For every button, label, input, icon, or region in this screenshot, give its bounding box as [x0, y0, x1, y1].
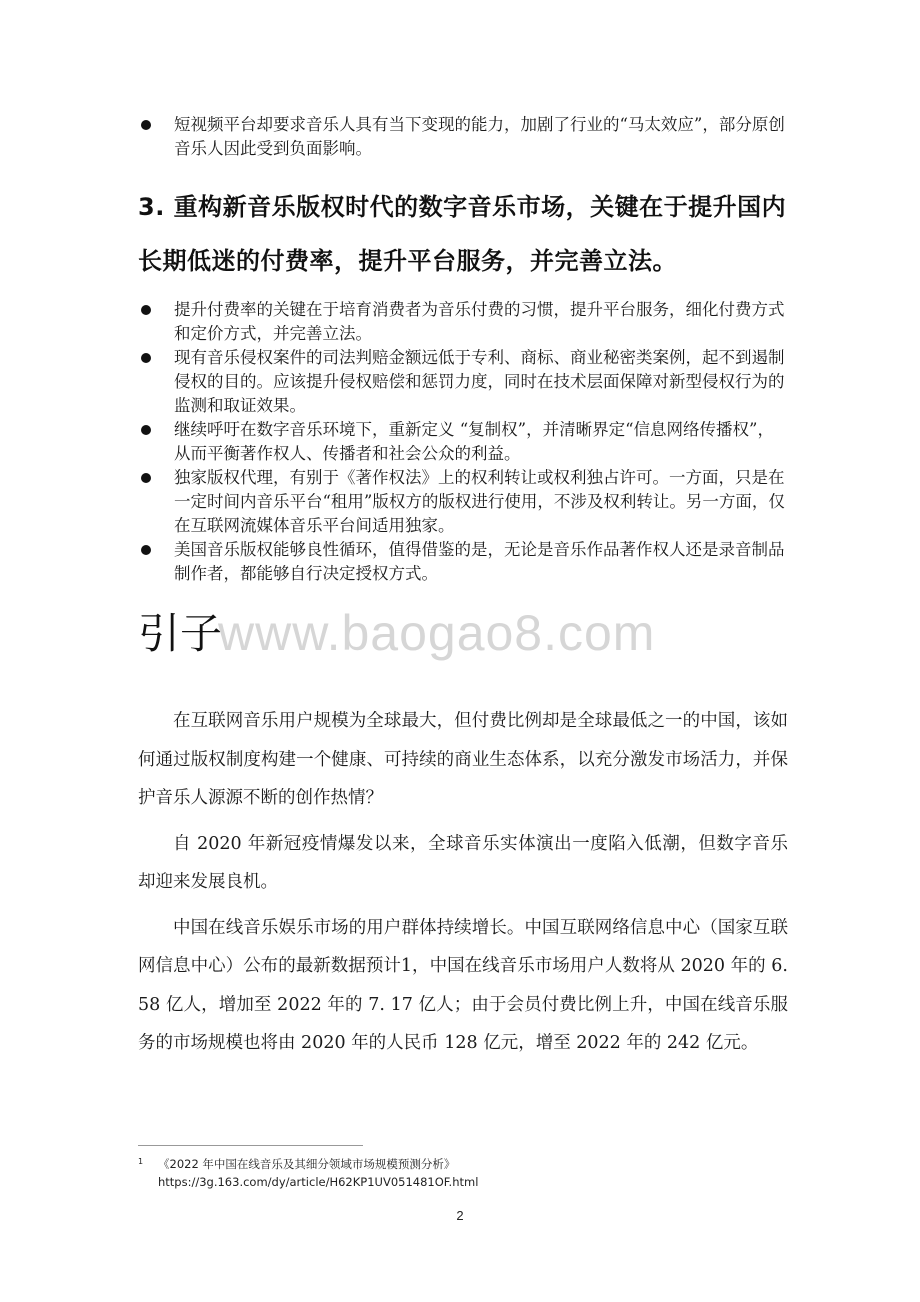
footnote-link[interactable]: https://3g.163.com/dy/article/H62KP1UV051481OF.html [158, 1175, 479, 1189]
section-bullet-list [138, 298, 788, 586]
paragraph: 中国在线音乐娱乐市场的用户群体持续增长。中国互联网络信息中心（国家互联网信息中心）公布的最新数据预计1，中国在线音乐市场用户人数将从 2020 年的 6. 58 亿人，增加至 2022 年的 7. 17 亿人；由于会员付费比例上升，中国在线音乐服务的市场规模也将由 2020 年的人民币 128 亿元，增至 2022 年的 242 亿元。 [138, 917, 788, 1053]
bullet-text: 现有音乐侵权案件的司法判赔金额远低于专利、商标、商业秘密类案例，起不到遏制侵权的目的。应该提升侵权赔偿和惩罚力度，同时在技术层面保障对新型侵权行为的监测和取证效果。 [174, 348, 785, 415]
bullet-text: 短视频平台却要求音乐人具有当下变现的能力，加剧了行业的“马太效应”，部分原创音乐人因此受到负面影响。 [174, 115, 785, 158]
bullet-icon [141, 545, 151, 555]
bullet-text: 独家版权代理，有别于《著作权法》上的权利转让或权利独占许可。一方面，只是在一定时间内音乐平台“租用”版权方的版权进行使用，不涉及权利转让。另一方面，仅在互联网流媒体音乐平台间适用独家。 [174, 468, 785, 535]
bullet-text: 美国音乐版权能够良性循环，值得借鉴的是，无论是音乐作品著作权人还是录音制品制作者，都能够自行决定授权方式。 [174, 540, 785, 583]
list-item [138, 538, 788, 586]
bullet-text: 提升付费率的关键在于培育消费者为音乐付费的习惯，提升平台服务，细化付费方式和定价方式，并完善立法。 [174, 300, 785, 343]
footnote-mark: 1 [138, 1157, 144, 1166]
list-item [138, 113, 788, 161]
top-bullet-list [138, 113, 788, 161]
intro-title: 引子 [138, 609, 223, 658]
body-text [138, 702, 788, 1070]
bullet-icon [141, 305, 151, 315]
footnote-divider [138, 1145, 363, 1146]
footnote [138, 1155, 778, 1191]
bullet-icon [141, 425, 151, 435]
section-heading: 3. 重构新音乐版权时代的数字音乐市场，关键在于提升国内长期低迷的付费率，提升平台服务，并完善立法。 [138, 193, 787, 275]
page-number: 2 [456, 1208, 464, 1223]
bullet-text: 继续呼吁在数字音乐环境下，重新定义 “复制权”，并清晰界定“信息网络传播权”，从而平衡著作权人、传播者和社会公众的利益。 [174, 420, 774, 463]
bullet-icon [141, 473, 151, 483]
paragraph: 自 2020 年新冠疫情爆发以来，全球音乐实体演出一度陷入低潮，但数字音乐却迎来发展良机。 [138, 833, 788, 892]
list-item [138, 346, 788, 418]
list-item [138, 298, 788, 346]
watermark: www.baogao8.com [218, 605, 656, 661]
paragraph: 在互联网音乐用户规模为全球最大，但付费比例却是全球最低之一的中国，该如何通过版权制度构建一个健康、可持续的商业生态体系，以充分激发市场活力，并保护音乐人源源不断的创作热情？ [138, 711, 788, 808]
list-item [138, 466, 788, 538]
list-item [138, 418, 788, 466]
bullet-icon [141, 353, 151, 363]
bullet-icon [141, 120, 151, 130]
footnote-title: 《2022 年中国在线音乐及其细分领域市场规模预测分析》 [158, 1157, 456, 1171]
